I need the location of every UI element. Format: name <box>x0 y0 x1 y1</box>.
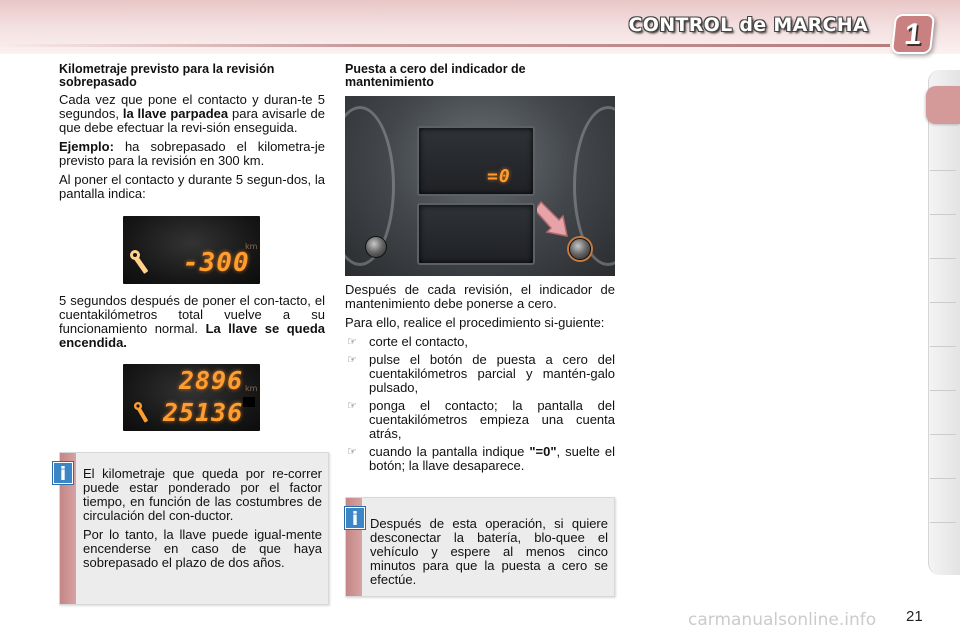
left-column <box>59 63 325 206</box>
section-title: CONTROL de MARCHA <box>628 14 868 36</box>
wrench-icon <box>131 400 153 426</box>
procedure-step: ☞ pulse el botón de puesta a cero del cuentakilómetros parcial y mantén-galo pulsado, <box>347 352 615 395</box>
tab-divider <box>930 478 956 479</box>
reset-display-value: =0 <box>487 166 511 187</box>
info-icon: i <box>345 507 365 529</box>
instrument-panel-photo <box>345 96 615 276</box>
procedure-step: ☞ cuando la pantalla indique "=0", suelte el botón; la llave desaparece. <box>347 444 615 473</box>
pointing-hand-icon: ☞ <box>347 400 357 412</box>
right-heading: Puesta a cero del indicador de mantenimiento <box>345 62 526 89</box>
info-left-content <box>83 467 322 575</box>
display-shadow <box>243 397 255 407</box>
display-unit: km <box>245 384 258 393</box>
page-number: 21 <box>906 608 923 625</box>
tab-divider <box>930 390 956 391</box>
chapter-number: 1 <box>902 18 924 51</box>
pointing-hand-icon: ☞ <box>347 446 357 458</box>
procedure-step: ☞ corte el contacto, <box>347 334 468 349</box>
left-knob[interactable] <box>365 236 387 258</box>
pointing-hand-icon: ☞ <box>347 336 357 348</box>
chapter-tab-strip <box>928 70 960 575</box>
info-box-right <box>345 497 615 597</box>
left-paragraph-2: Ejemplo: ha sobrepasado el kilometra-je previsto para la revisión en 300 km. <box>59 139 325 168</box>
tab-divider <box>930 346 956 347</box>
tab-divider <box>930 302 956 303</box>
display-unit: km <box>245 242 258 251</box>
right-column <box>345 283 615 477</box>
info-left-paragraph-2: Por lo tanto, la llave puede igual-mente encenderse en caso de que haya sobrepasado el plazo de dos años. <box>83 527 322 570</box>
left-heading: Kilometraje previsto para la revisión sobrepasado <box>59 62 275 89</box>
chapter-badge <box>891 14 935 54</box>
left-paragraph-1: Cada vez que pone el contacto y duran-te 5 segundos, la llave parpadea para avisarle de que debe efectuar la revi-sión enseguida. <box>59 92 325 135</box>
tab-divider <box>930 258 956 259</box>
right-paragraph-1: Después de cada revisión, el indicador de mantenimiento debe ponerse a cero. <box>345 282 615 311</box>
procedure-steps <box>345 335 615 473</box>
lower-lcd <box>417 203 535 265</box>
display-value: -300 <box>183 248 250 278</box>
chapter-tab-active[interactable] <box>926 86 960 124</box>
info-right-paragraph-1: Después de esta operación, si quiere desconectar la batería, blo-quee el vehículo y espere al menos cinco minutos para que la puesta a cero se efectúe. <box>370 516 608 587</box>
tab-divider <box>930 214 956 215</box>
info-box-left <box>59 452 329 605</box>
info-icon: i <box>53 462 73 484</box>
partial-odometer: 2896 <box>179 366 244 395</box>
header-divider <box>0 44 890 47</box>
right-paragraph-2: Para ello, realice el procedimiento si-guiente: <box>345 315 605 330</box>
wrench-icon <box>127 246 155 280</box>
tab-divider <box>930 434 956 435</box>
left-paragraph-4-block <box>59 294 325 355</box>
display-odometer <box>123 364 260 431</box>
tab-divider <box>930 170 956 171</box>
right-column-heading-block <box>345 63 615 93</box>
info-right-content <box>370 517 608 592</box>
total-odometer: 25136 <box>163 398 244 427</box>
upper-lcd <box>417 126 535 196</box>
left-paragraph-4: 5 segundos después de poner el con-tacto, el cuentakilómetros total vuelve a su funcionamiento normal. La llave se queda encendida. <box>59 293 325 350</box>
info-left-paragraph-1: El kilometraje que queda por re-correr puede estar ponderado por el factor tiempo, en función de las costumbres de circulación del con-ductor. <box>83 466 322 523</box>
tab-divider <box>930 522 956 523</box>
pointer-arrow-icon <box>537 196 577 242</box>
procedure-step: ☞ ponga el contacto; la pantalla del cuentakilómetros empieza una cuenta atrás, <box>347 398 615 441</box>
pointing-hand-icon: ☞ <box>347 354 357 366</box>
watermark: carmanualsonline.info <box>688 610 877 630</box>
left-paragraph-3: Al poner el contacto y durante 5 segun-dos, la pantalla indica: <box>59 172 325 201</box>
display-service-overdue <box>123 216 260 284</box>
